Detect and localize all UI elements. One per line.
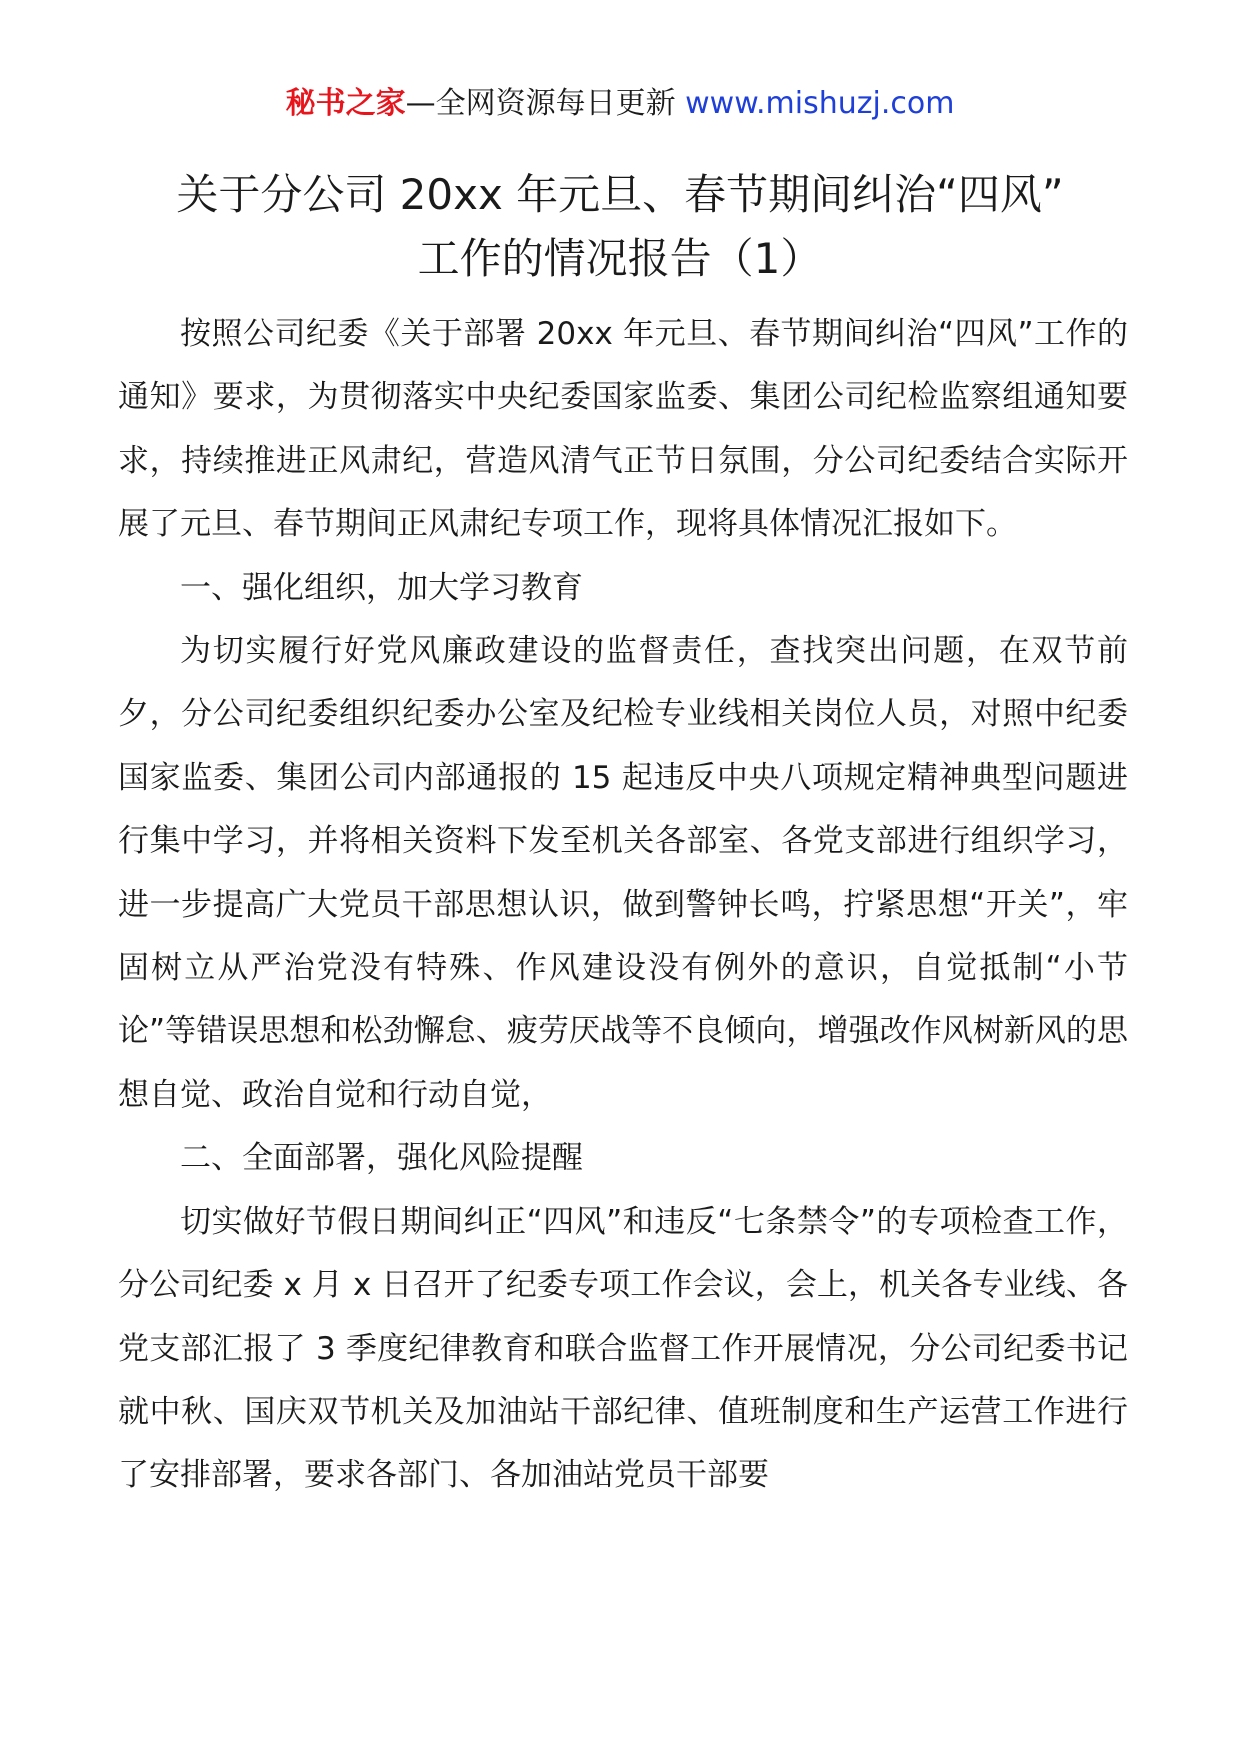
banner-tagline: —全网资源每日更新 — [405, 86, 676, 121]
title-line-1: 关于分公司 20xx 年元旦、春节期间纠治“四风” — [176, 170, 1064, 219]
section-heading-2: 二、全面部署，强化风险提醒 — [180, 1140, 583, 1177]
document-title — [80, 163, 1160, 291]
section-heading-1: 一、强化组织，加大学习教育 — [180, 569, 583, 606]
site-url-link[interactable]: www.mishuzj.com — [685, 86, 955, 121]
section-1-paragraph: 为切实履行好党风廉政建设的监督责任，查找突出问题，在双节前夕，分公司纪委组织纪委办公室及纪检专业线相关岗位人员，对照中纪委国家监委、集团公司内部通报的 15 起违反中央八项规定精神典型问题进行集中学习，并将相关资料下发至机关各部室、各党支部进行组织学习，进一步提高广大党员干部思想认识，做到警钟长鸣，拧紧思想“开关”，牢固树立从严治党没有特殊、作风建设没有例外的意识，自觉抵制“小节论”等错误思想和松劲懈怠、疲劳厌战等不良倾向，增强改作风树新风的思想自觉、政治自觉和行动自觉， — [118, 633, 1128, 1113]
title-line-2: 工作的情况报告（1） — [417, 234, 823, 283]
site-banner — [0, 84, 1240, 124]
intro-paragraph: 按照公司纪委《关于部署 20xx 年元旦、春节期间纠治“四风”工作的通知》要求，为贯彻落实中央纪委国家监委、集团公司纪检监察组通知要求，持续推进正风肃纪，营造风清气正节日氛围，分公司纪委结合实际开展了元旦、春节期间正风肃纪专项工作，现将具体情况汇报如下。 — [118, 316, 1128, 543]
document-body — [118, 303, 1128, 1508]
section-2-paragraph: 切实做好节假日期间纠正“四风”和违反“七条禁令”的专项检查工作，分公司纪委 x 月 x 日召开了纪委专项工作会议，会上，机关各专业线、各党支部汇报了 3 季度纪律教育和联合监督工作开展情况，分公司纪委书记就中秋、国庆双节机关及加油站干部纪律、值班制度和生产运营工作进行了安排部署，要求各部门、各加油站党员干部要 — [118, 1203, 1128, 1494]
brand-name: 秘书之家 — [285, 86, 406, 121]
